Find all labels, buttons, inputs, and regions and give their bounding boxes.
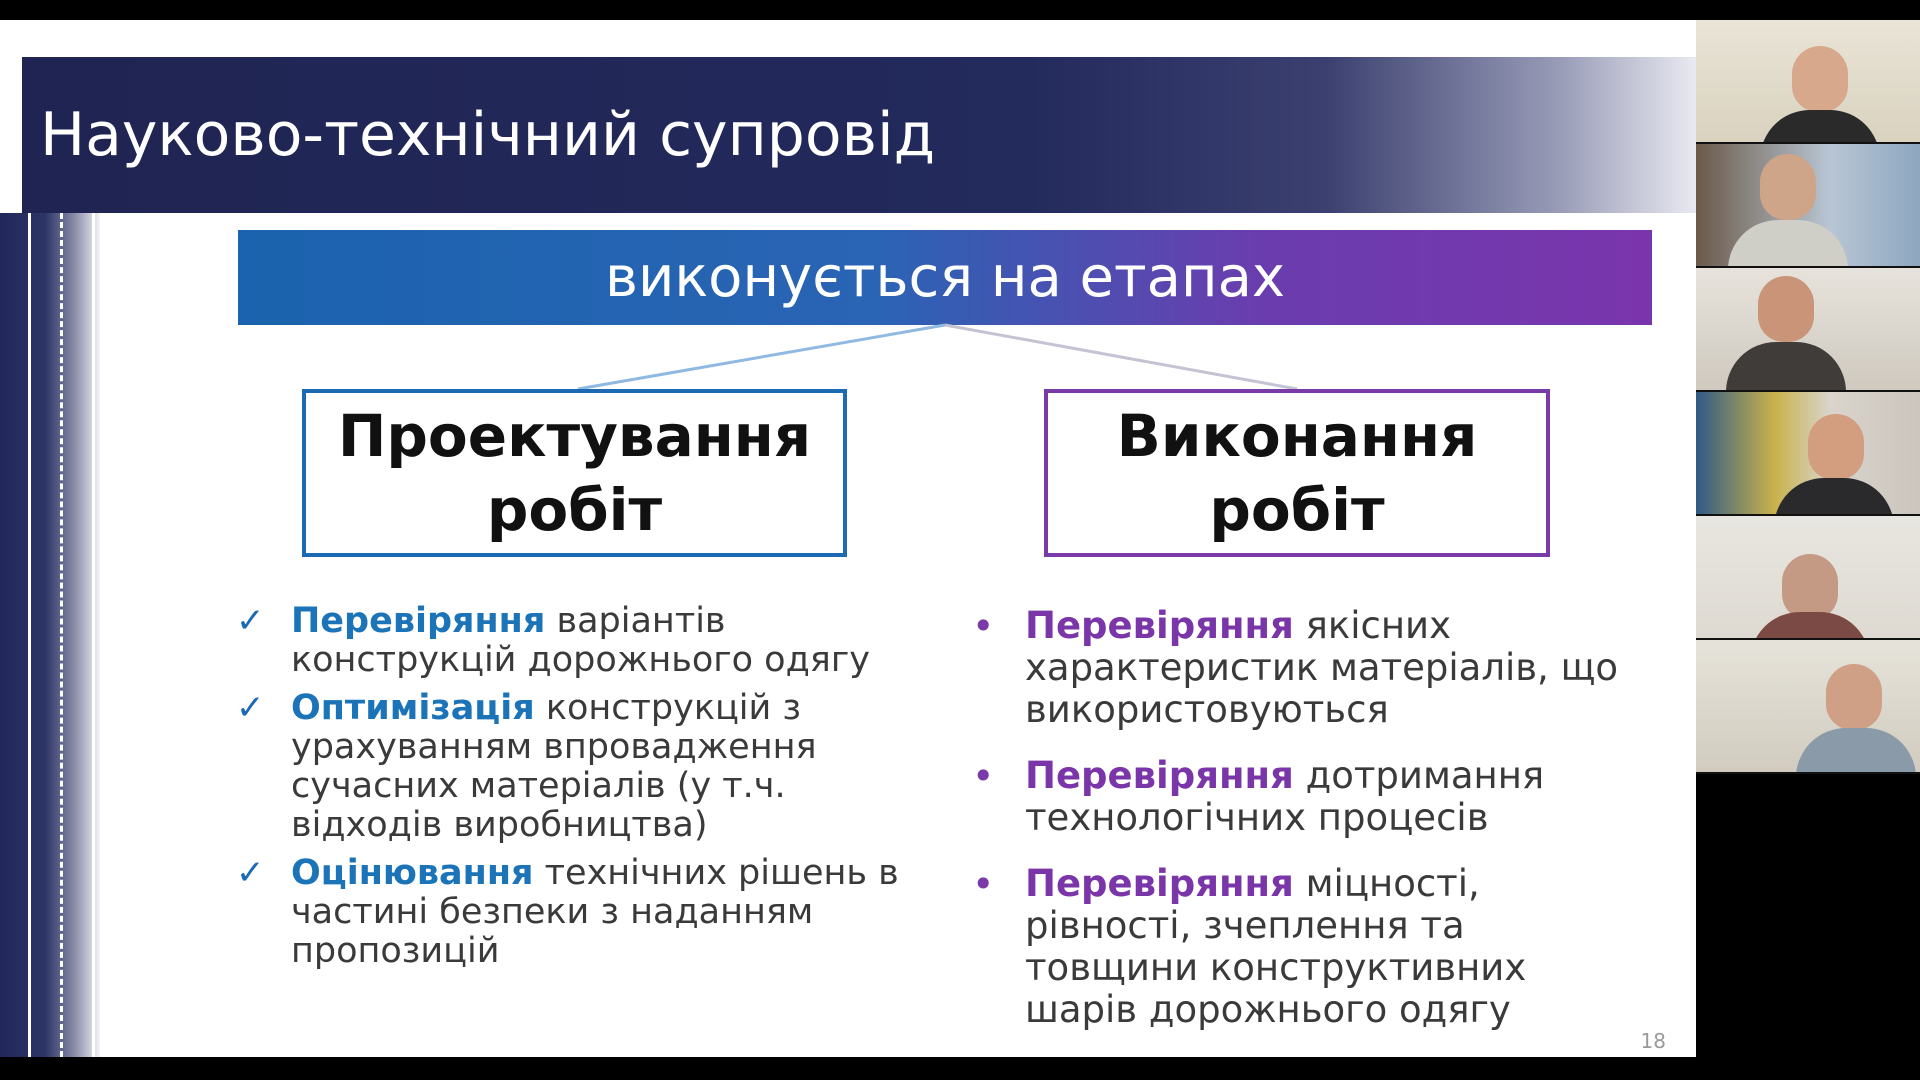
checkmark-icon: ✓ bbox=[236, 853, 265, 893]
execution-stage-line1: Виконання bbox=[1116, 402, 1478, 470]
bullet-icon: • bbox=[972, 862, 995, 906]
execution-stage-box bbox=[1044, 389, 1550, 557]
video-tile-participant-2[interactable] bbox=[1696, 144, 1920, 268]
item-text: варіантів конструкцій дорожнього одягу bbox=[291, 601, 870, 680]
bullet-icon: • bbox=[972, 754, 995, 798]
list-item bbox=[970, 755, 1630, 839]
item-text: технічних рішень в частині безпеки з наданням пропозицій bbox=[291, 853, 899, 971]
video-tile-participant-1[interactable] bbox=[1696, 20, 1920, 144]
bullet-icon: • bbox=[972, 604, 995, 648]
decoration-line bbox=[92, 213, 95, 1057]
stages-banner: виконується на етапах bbox=[238, 230, 1652, 325]
design-tasks-list bbox=[236, 602, 916, 980]
video-tile-participant-4[interactable] bbox=[1696, 392, 1920, 516]
slide-page-number: 18 bbox=[1640, 1029, 1666, 1053]
video-tile-participant-3[interactable] bbox=[1696, 268, 1920, 392]
item-text: дотримання технологічних процесів bbox=[1025, 754, 1545, 839]
list-item bbox=[236, 602, 916, 680]
list-item bbox=[236, 689, 916, 845]
left-decoration bbox=[0, 213, 100, 1057]
video-tile-participant-6[interactable] bbox=[1696, 640, 1920, 774]
list-item bbox=[236, 854, 916, 971]
item-keyword: Оптимізація bbox=[291, 688, 535, 728]
list-item bbox=[970, 605, 1630, 731]
item-text: якісних характеристик матеріалів, що використовуються bbox=[1025, 604, 1619, 731]
video-tile-participant-5[interactable] bbox=[1696, 516, 1920, 640]
decoration-dashed-line bbox=[60, 213, 63, 1057]
item-text: конструкцій з урахуванням впровадження сучасних матеріалів (у т.ч. відходів виробництва) bbox=[291, 688, 817, 845]
item-keyword: Перевіряння bbox=[1025, 604, 1294, 647]
execution-tasks-list bbox=[970, 605, 1630, 1055]
checkmark-icon: ✓ bbox=[236, 601, 265, 641]
slide-title: Науково-технічний супровід bbox=[40, 100, 936, 170]
presentation-slide bbox=[0, 20, 1696, 1057]
participants-video-strip bbox=[1696, 20, 1920, 774]
item-keyword: Перевіряння bbox=[1025, 862, 1294, 905]
item-text: міцності, рівності, зчеплення та товщини конструктивних шарів дорожнього одягу bbox=[1025, 862, 1527, 1031]
execution-stage-line2: робіт bbox=[1209, 476, 1385, 544]
design-stage-line1: Проектування bbox=[337, 402, 812, 470]
item-keyword: Оцінювання bbox=[291, 853, 534, 893]
list-item bbox=[970, 863, 1630, 1031]
item-keyword: Перевіряння bbox=[291, 601, 546, 641]
design-stage-box bbox=[302, 389, 847, 557]
decoration-line bbox=[28, 213, 31, 1057]
item-keyword: Перевіряння bbox=[1025, 754, 1294, 797]
checkmark-icon: ✓ bbox=[236, 688, 265, 728]
design-stage-line2: робіт bbox=[486, 476, 663, 544]
